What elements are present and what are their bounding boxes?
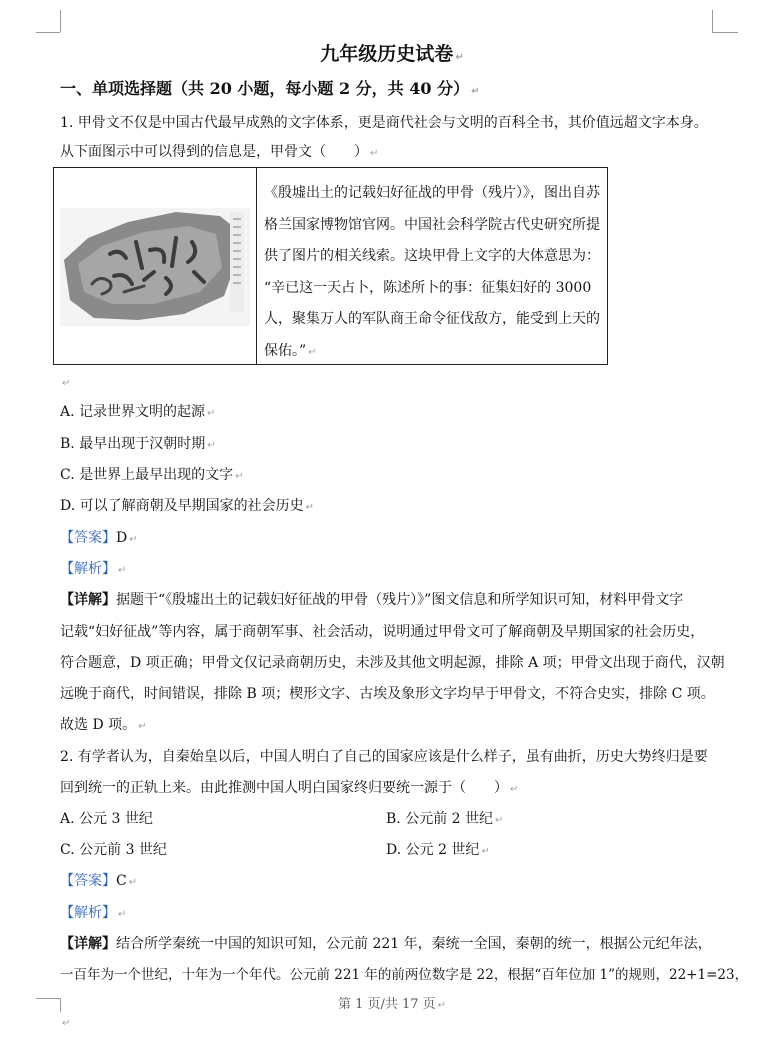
q2-option-b: B. 公元前 2 世纪 ↵ bbox=[386, 811, 504, 827]
empty-paragraph: ↵ bbox=[62, 378, 71, 389]
q2-option-c: C. 公元前 3 世纪 bbox=[60, 842, 167, 858]
oracle-bone-caption: 《殷墟出土的记载妇好征战的甲骨（残片）》，图出自苏 格兰国家博物馆官网。中国社会科学院古代史研究所提 供了图片的相关线索。这块甲骨上文字的大体意思为： “辛已这一天占卜，陈述所卜的事：征集妇好的 3000 人，聚集万人的军队商王命令征伐敌方，能受到上天的 保佑。” ↵ bbox=[264, 185, 600, 359]
q1-option-c: C. 是世界上最早出现的文字 ↵ bbox=[60, 467, 244, 483]
q2-option-a: A. 公元 3 世纪 bbox=[60, 811, 153, 827]
q1-analysis-label: 【解析】 ↵ bbox=[60, 561, 127, 577]
q1-option-d: D. 可以了解商朝及早期国家的社会历史 ↵ bbox=[60, 498, 315, 514]
q1-stem-line1: 1. 甲骨文不仅是中国古代最早成熟的文字体系，更是商代社会与文明的百科全书，其价值远超文字本身。 bbox=[60, 115, 708, 131]
oracle-bone-image-cell bbox=[54, 168, 257, 364]
q2-stem-line2: 回到统一的正轨上来。由此推测中国人明白国家终归要统一源于（ ） ↵ bbox=[60, 780, 519, 796]
q2-detail-line2: 一百年为一个世纪，十年为一个年代。公元前 221 年的前两位数字是 22，根据“百年位加 1”的规则，22+1=23， bbox=[60, 967, 749, 983]
q1-detail-line4: 远晚于商代，时间错误，排除 B 项；楔形文字、古埃及象形文字均早于甲骨文，不符合史实，排除 C 项。 bbox=[60, 686, 715, 702]
q1-figure-table bbox=[53, 167, 608, 365]
q1-detail-line5: 故选 D 项。 ↵ bbox=[60, 717, 147, 733]
q1-stem-line2: 从下面图示中可以得到的信息是，甲骨文（ ） ↵ bbox=[60, 144, 379, 160]
crop-mark-top-right bbox=[712, 32, 738, 33]
q1-detail-line1: 【详解】据题干“《殷墟出土的记载妇好征战的甲骨（残片）》”图文信息和所学知识可知，材料甲骨文字 bbox=[60, 592, 684, 608]
crop-mark-top-right bbox=[712, 10, 713, 32]
crop-mark-top-left bbox=[36, 32, 60, 33]
q2-analysis-label: 【解析】 ↵ bbox=[60, 905, 127, 921]
q1-option-b: B. 最早出现于汉朝时期 ↵ bbox=[60, 436, 216, 452]
empty-paragraph: ↵ bbox=[62, 1018, 71, 1029]
page-footer: 第 1 页/共 17 页 ↵ bbox=[337, 997, 447, 1012]
q1-detail-line3: 符合题意，D 项正确；甲骨文仅记录商朝历史，未涉及其他文明起源，排除 A 项；甲骨文出现于商代，汉朝 bbox=[60, 655, 725, 671]
q2-answer: 【答案】C ↵ bbox=[60, 873, 138, 889]
section-heading: 一、单项选择题（共 20 小题，每小题 2 分，共 40 分） ↵ bbox=[60, 79, 480, 98]
q2-detail-line1: 【详解】结合所学秦统一中国的知识可知，公元前 221 年，秦统一全国，秦朝的统一，根据公元纪年法， bbox=[60, 936, 712, 952]
crop-mark-top-left bbox=[60, 10, 61, 32]
oracle-bone-image bbox=[54, 168, 256, 364]
q2-option-d: D. 公元 2 世纪 ↵ bbox=[386, 842, 490, 858]
q1-answer: 【答案】D ↵ bbox=[60, 530, 138, 546]
document-title: 九年级历史试卷 ↵ bbox=[320, 43, 464, 65]
q2-stem-line1: 2. 有学者认为，自秦始皇以后，中国人明白了自己的国家应该是什么样子，虽有曲折，历史大势终归是要 bbox=[60, 749, 708, 765]
q1-detail-line2: 记载“妇好征战”等内容，属于商朝军事、社会活动，说明通过甲骨文可了解商朝及早期国家的社会历史， bbox=[60, 624, 705, 640]
q1-option-a: A. 记录世界文明的起源 ↵ bbox=[60, 404, 216, 420]
